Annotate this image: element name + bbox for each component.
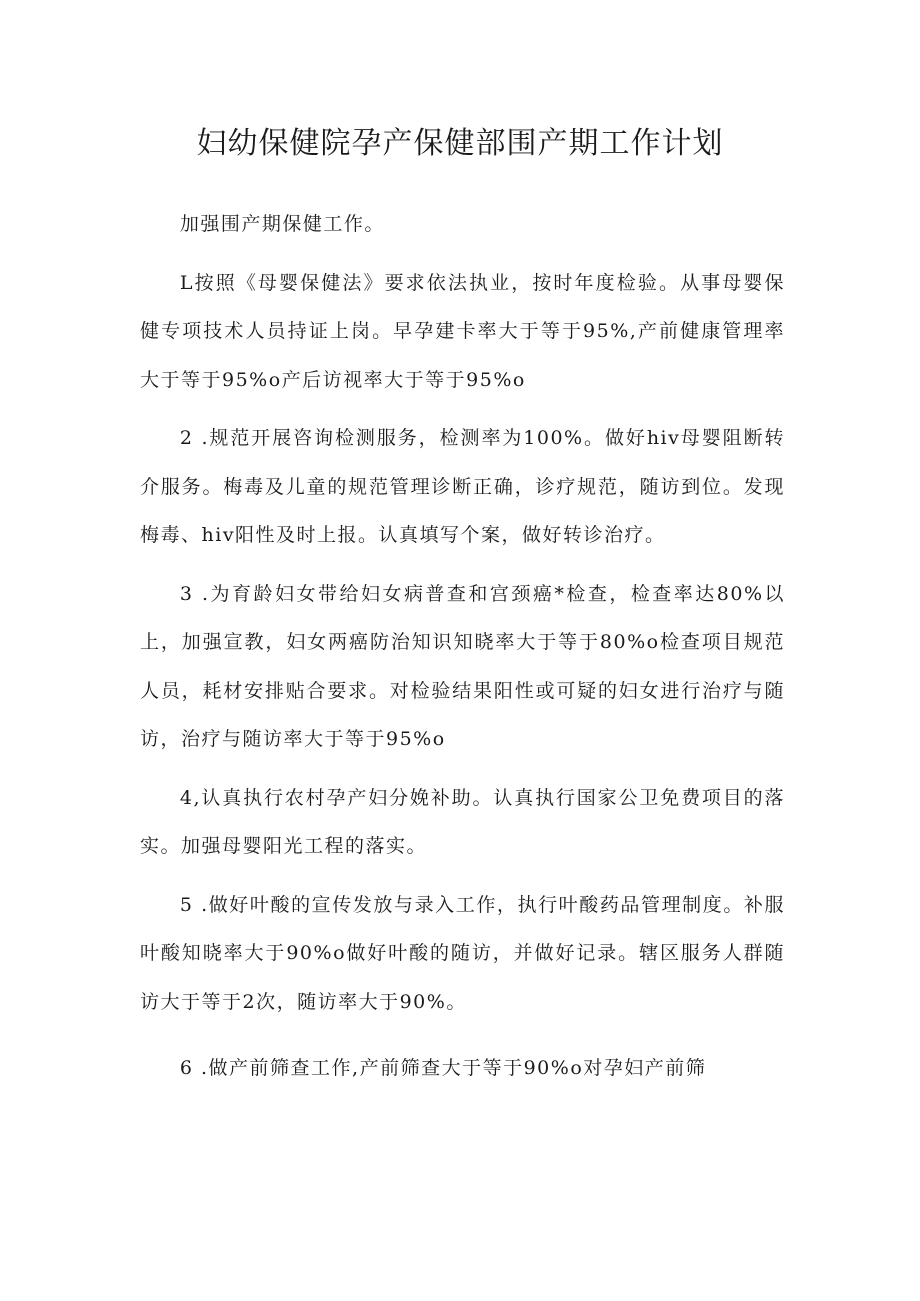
paragraph-item-3: 3 .为育龄妇女带给妇女病普查和宫颈癌*检查，检查率达80%以上，加强宣教，妇女两癌防治知识知晓率大于等于80%o检查项目规范人员，耗材安排贴合要求。对检验结果阳性或可疑的妇女进行治疗与随访，治疗与随访率大于等于95%o — [140, 582, 785, 750]
paragraph-item-5: 5 .做好叶酸的宣传发放与录入工作，执行叶酸药品管理制度。补服叶酸知晓率大于90%o做好叶酸的随访，并做好记录。辖区服务人群随访大于等于2次，随访率大于90%。 — [140, 893, 785, 1013]
document-body — [140, 200, 785, 1093]
paragraph-item-2: 2 .规范开展咨询检测服务，检测率为100%。做好hiv母婴阻断转介服务。梅毒及儿童的规范管理诊断正确，诊疗规范，随访到位。发现梅毒、hiv阳性及时上报。认真填写个案，做好转诊治疗。 — [140, 427, 785, 546]
paragraph-item-4: 4,认真执行农村孕产妇分娩补助。认真执行国家公卫免费项目的落实。加强母婴阳光工程的落实。 — [140, 786, 785, 857]
paragraph-item-6: 6 .做产前筛查工作,产前筛查大于等于90%o对孕妇产前筛 — [179, 1057, 707, 1079]
document-title: 妇幼保健院孕产保健部围产期工作计划 — [196, 126, 724, 161]
paragraph-intro: 加强围产期保健工作。 — [179, 213, 385, 235]
paragraph-item-1: L按照《母婴保健法》要求依法执业，按时年度检验。从事母婴保健专项技术人员持证上岗。早孕建卡率大于等于95%,产前健康管理率大于等于95%o产后访视率大于等于95%o — [140, 271, 785, 391]
